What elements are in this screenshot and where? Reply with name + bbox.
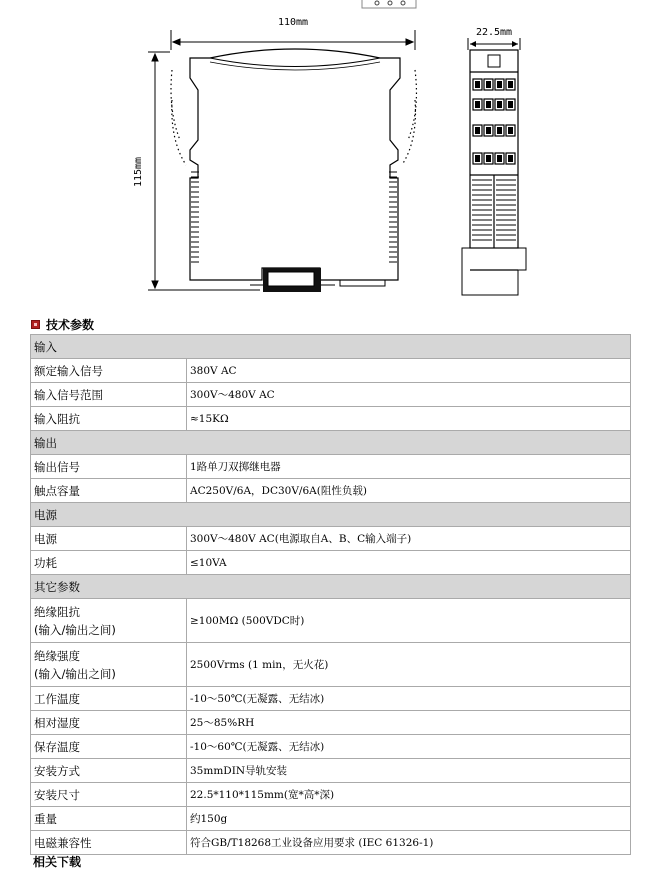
spec-label-line: (输入/输出之间)	[34, 622, 116, 637]
spec-label	[31, 479, 187, 503]
width-label: 110mm	[277, 17, 309, 28]
spec-value: 约150g	[187, 807, 631, 831]
spec-row	[31, 831, 631, 855]
spec-label-line: 功耗	[34, 555, 57, 570]
logo-fragment	[362, 0, 416, 8]
spec-value: 300V～480V AC	[187, 383, 631, 407]
spec-value: 25～85%RH	[187, 711, 631, 735]
housing-side-view	[462, 50, 526, 295]
spec-value: ≥100MΩ (500VDC时)	[187, 599, 631, 643]
spec-label-line: 电磁兼容性	[34, 835, 92, 850]
spec-label-line: 额定输入信号	[34, 363, 103, 378]
spec-row	[31, 783, 631, 807]
spec-label	[31, 359, 187, 383]
group-title: 输入	[31, 335, 631, 359]
group-title: 电源	[31, 503, 631, 527]
spec-label	[31, 711, 187, 735]
section-bullet-icon	[31, 320, 40, 329]
group-header-row	[31, 335, 631, 359]
spec-row	[31, 711, 631, 735]
spec-value: -10～50℃(无凝露、无结冰)	[187, 687, 631, 711]
spec-value: -10～60℃(无凝露、无结冰)	[187, 735, 631, 759]
terminal-block	[473, 55, 515, 164]
spec-row	[31, 383, 631, 407]
spec-value: 300V～480V AC(电源取自A、B、C输入端子)	[187, 527, 631, 551]
spec-table	[30, 334, 631, 855]
housing-vents	[191, 172, 397, 262]
spec-label	[31, 687, 187, 711]
spec-label	[31, 383, 187, 407]
spec-label	[31, 527, 187, 551]
spec-label	[31, 735, 187, 759]
related-downloads-heading: 相关下载	[33, 855, 82, 869]
spec-label-line: 安装尺寸	[34, 787, 80, 802]
spec-label	[31, 643, 187, 687]
spec-row	[31, 643, 631, 687]
spec-row	[31, 479, 631, 503]
spec-value: 2500Vrms (1 min，无火花)	[187, 643, 631, 687]
spec-label-line: 输出信号	[34, 459, 80, 474]
spec-label-line: 绝缘强度	[34, 648, 80, 663]
section-heading	[31, 316, 94, 332]
spec-row	[31, 735, 631, 759]
group-title: 输出	[31, 431, 631, 455]
group-header-row	[31, 503, 631, 527]
spec-label-line: 相对湿度	[34, 715, 80, 730]
spec-label-line: 绝缘阻抗	[34, 604, 80, 619]
spec-row	[31, 687, 631, 711]
spec-value: 符合GB/T18268工业设备应用要求 (IEC 61326-1)	[187, 831, 631, 855]
spec-label-line: 触点容量	[34, 483, 80, 498]
spec-row	[31, 599, 631, 643]
spec-row	[31, 551, 631, 575]
spec-row	[31, 407, 631, 431]
height-label: 115mm	[133, 156, 144, 188]
spec-row	[31, 455, 631, 479]
section-title: 技术参数	[46, 317, 95, 332]
spec-label-line: 保存温度	[34, 739, 80, 754]
spec-label	[31, 783, 187, 807]
spec-value: ≤10VA	[187, 551, 631, 575]
spec-row	[31, 807, 631, 831]
spec-label	[31, 831, 187, 855]
spec-label	[31, 551, 187, 575]
housing-front-view	[171, 49, 416, 280]
spec-row	[31, 527, 631, 551]
spec-label	[31, 807, 187, 831]
group-title: 其它参数	[31, 575, 631, 599]
spec-label-line: (输入/输出之间)	[34, 666, 116, 681]
spec-label-line: 重量	[34, 811, 57, 826]
spec-label	[31, 407, 187, 431]
spec-label-line: 输入阻抗	[34, 411, 80, 426]
spec-value: AC250V/6A，DC30V/6A(阻性负载)	[187, 479, 631, 503]
spec-value: 1路单刀双掷继电器	[187, 455, 631, 479]
spec-row	[31, 359, 631, 383]
spec-label	[31, 455, 187, 479]
side-width-label: 22.5mm	[475, 27, 513, 38]
spec-value: 380V AC	[187, 359, 631, 383]
height-dimension	[148, 52, 260, 290]
spec-value: ≈15KΩ	[187, 407, 631, 431]
spec-label	[31, 599, 187, 643]
din-clip	[250, 268, 385, 292]
spec-label-line: 安装方式	[34, 763, 80, 778]
spec-value: 22.5*110*115mm(宽*高*深)	[187, 783, 631, 807]
spec-value: 35mmDIN导轨安装	[187, 759, 631, 783]
group-header-row	[31, 431, 631, 455]
group-header-row	[31, 575, 631, 599]
spec-label-line: 输入信号范围	[34, 387, 103, 402]
spec-row	[31, 759, 631, 783]
spec-label-line: 电源	[34, 531, 57, 546]
dimension-drawing	[0, 0, 654, 305]
spec-label-line: 工作温度	[34, 691, 80, 706]
spec-label	[31, 759, 187, 783]
width-dimension	[171, 30, 415, 50]
